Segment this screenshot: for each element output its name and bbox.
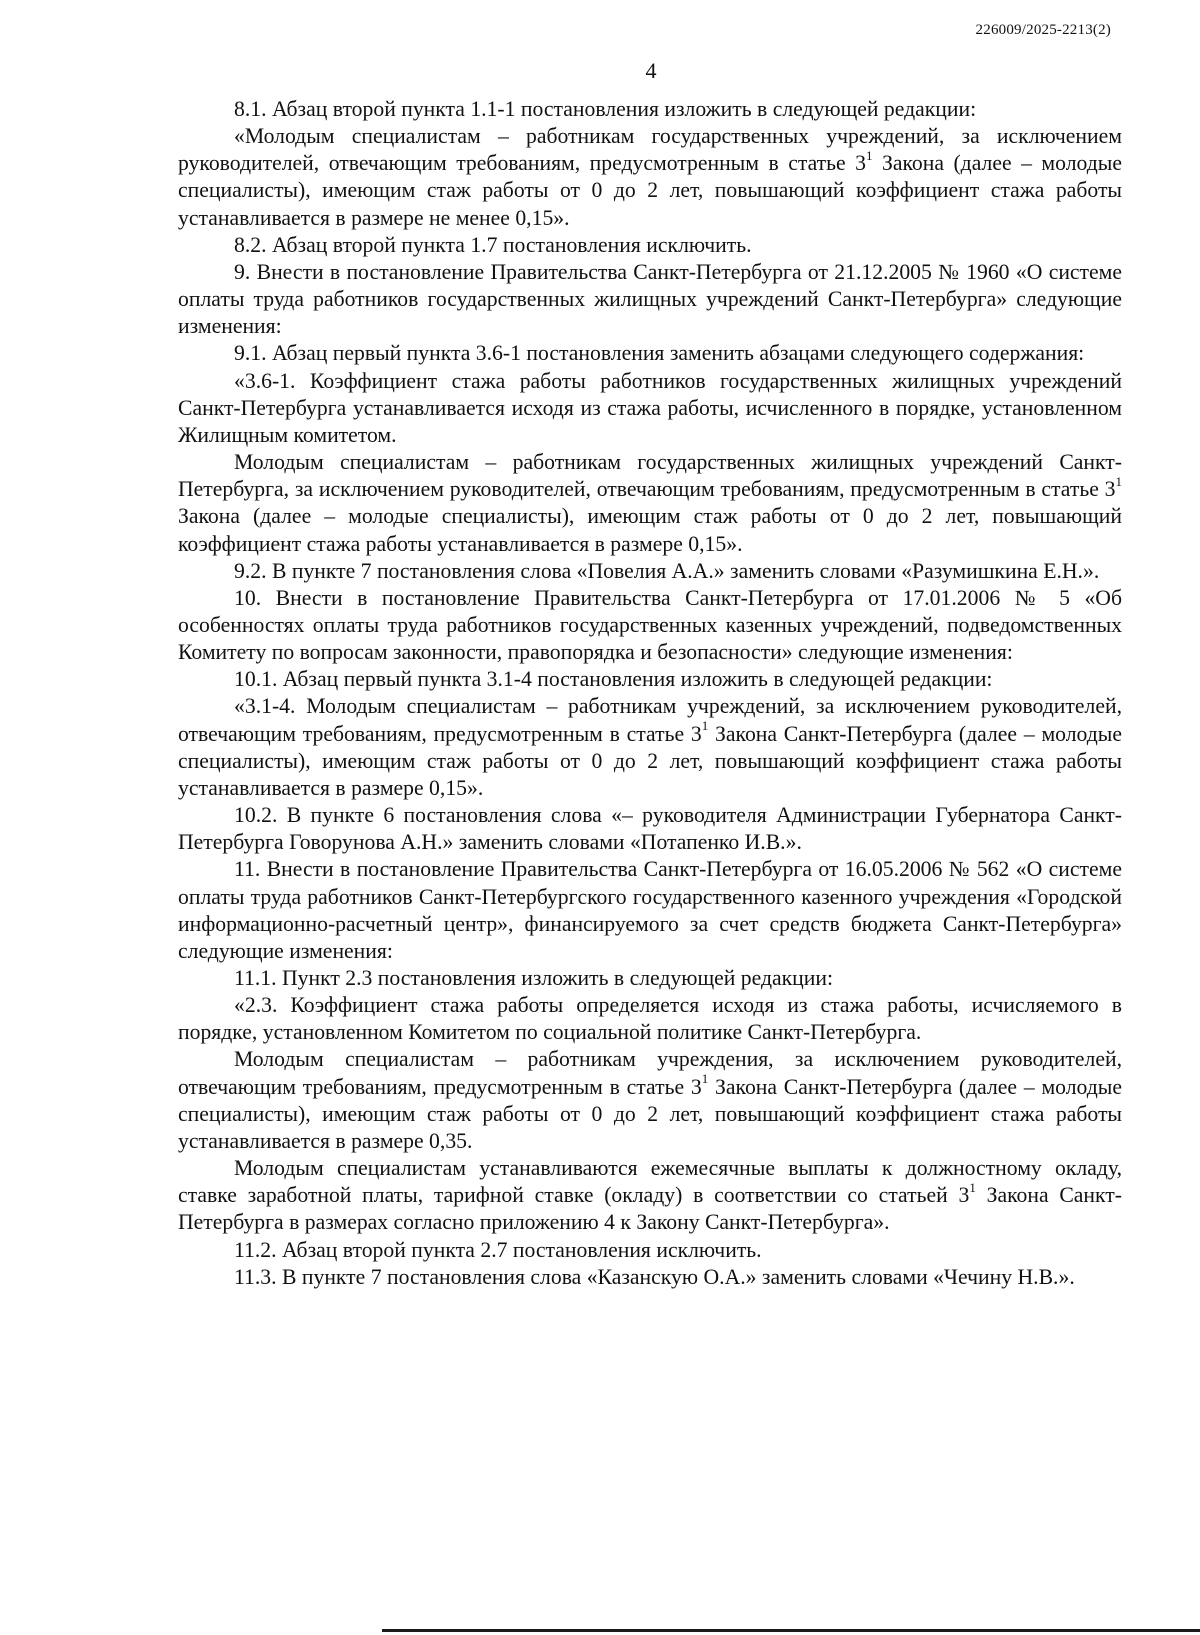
bottom-scan-border (382, 1629, 1200, 1632)
document-body (178, 96, 1122, 1291)
paragraph-9-1-b: Молодым специалистам – работникам государственных жилищных учреждений Санкт-Петербурга, за исключением руководителей, отвечающим требованиям, предусмотренным в статье $3^1$ Закона (далее – молодые специалисты), имеющим стаж работы от 0 до 2 лет, повышающий коэффициент стажа работы устанавливается в размере 0,15». (178, 450, 1122, 556)
paragraph-9-2: 9.2. В пункте 7 постановления слова «Повелия А.А.» заменить словами «Разумишкина Е.Н.». (234, 558, 1100, 583)
paragraph-9: 9. Внести в постановление Правительства Санкт-Петербурга от 21.12.2005 № 1960 «О системе оплаты труда работников государственных жилищных учреждений Санкт-Петербурга» следующие изменения: (178, 259, 1122, 339)
paragraph-8-2: 8.2. Абзац второй пункта 1.7 постановления исключить. (234, 232, 752, 257)
paragraph-9-1: 9.1. Абзац первый пункта 3.6-1 постановления заменить абзацами следующего содержания: (234, 341, 1085, 366)
paragraph-11-1: 11.1. Пункт 2.3 постановления изложить в следующей редакции: (234, 966, 834, 990)
paragraph-10-1: 10.1. Абзац первый пункта 3.1-4 постановления изложить в следующей редакции: (234, 667, 993, 692)
paragraph-10: 10. Внести в постановление Правительства Санкт-Петербурга от 17.01.2006 № 5 «Об особенностях оплаты труда работников государственных казенных учреждений, подведомственных Комитету по вопросам законности, правопорядка и безопасности» следующие изменения: (178, 585, 1122, 665)
page-number: 4 (645, 58, 657, 83)
paragraph-11-1-b: Молодым специалистам – работникам учреждения, за исключением руководителей, отвечающим требованиям, предусмотренным в статье $3^1$ Закона Санкт-Петербурга (далее – молодые специалисты), имеющим стаж работы от 0 до 2 лет, повышающий коэффициент стажа работы устанавливается в размере 0,35. (178, 1047, 1122, 1153)
paragraph-8-1: 8.1. Абзац второй пункта 1.1-1 постановления изложить в следующей редакции: (234, 97, 977, 121)
paragraph-11-3: 11.3. В пункте 7 постановления слова «Казанскую О.А.» заменить словами «Чечину Н.В.». (234, 1264, 1075, 1289)
paragraph-10-2: 10.2. В пункте 6 постановления слова «– руководителя Администрации Губернатора Санкт-Петербурга Говорунова А.Н.» заменить словами «Потапенко И.В.». (178, 803, 1122, 855)
paragraph-8-1-text: «Молодым специалистам – работникам государственных учреждений, за исключением руководителей, отвечающим требованиям, предусмотренным в статье $3^1$ Закона (далее – молодые специалисты), имеющим стаж работы от 0 до 2 лет, повышающий коэффициент стажа работы устанавливается в размере не менее 0,15». (178, 124, 1122, 230)
paragraph-10-1-text: «3.1-4. Молодым специалистам – работникам учреждений, за исключением руководителей, отвечающим требованиям, предусмотренным в статье $3^1$ Закона Санкт-Петербурга (далее – молодые специалисты), имеющим стаж работы от 0 до 2 лет, повышающий коэффициент стажа работы устанавливается в размере 0,15». (178, 694, 1122, 800)
paragraph-11-1-a: «2.3. Коэффициент стажа работы определяется исходя из стажа работы, исчисляемого в порядке, установленном Комитетом по социальной политике Санкт-Петербурга. (178, 993, 1122, 1045)
paragraph-11-2: 11.2. Абзац второй пункта 2.7 постановления исключить. (234, 1237, 762, 1262)
paragraph-11: 11. Внести в постановление Правительства Санкт-Петербурга от 16.05.2006 № 562 «О системе оплаты труда работников Санкт-Петербургского государственного казенного учреждения «Городской информационно-расчетный центр», финансируемого за счет средств бюджета Санкт-Петербурга» следующие изменения: (178, 857, 1122, 963)
paragraph-11-1-c: Молодым специалистам устанавливаются ежемесячные выплаты к должностному окладу, ставке заработной платы, тарифной ставке (окладу) в соответствии со статьей $3^1$ Закона Санкт-Петербурга в размерах согласно приложению 4 к Закону Санкт-Петербурга». (178, 1156, 1122, 1235)
document-id: 226009/2025-2213(2) (975, 22, 1111, 38)
paragraph-9-1-a: «3.6-1. Коэффициент стажа работы работников государственных жилищных учреждений Санкт-Петербурга устанавливается исходя из стажа работы, исчисленного в порядке, установленном Жилищным комитетом. (178, 368, 1122, 447)
